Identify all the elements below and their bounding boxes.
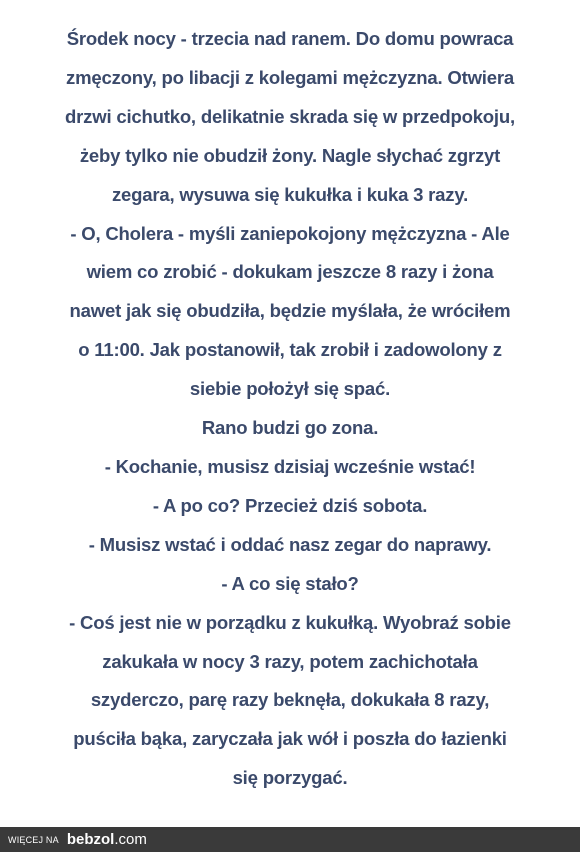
joke-line: wiem co zrobić - dokukam jeszcze 8 razy i żona xyxy=(86,261,494,283)
footer-more-label: WIĘCEJ NA xyxy=(8,834,59,845)
joke-line: się porzygać. xyxy=(232,767,348,789)
joke-line: - A co się stało? xyxy=(221,572,359,594)
joke-line: siebie położył się spać. xyxy=(189,378,391,400)
joke-line: - Coś jest nie w porządku z kukułką. Wyobraź sobie xyxy=(69,611,511,633)
joke-line: - Kochanie, musisz dzisiaj wcześnie wstać! xyxy=(104,455,476,477)
joke-line: puściła bąka, zaryczała jak wół i poszła do łazienki xyxy=(73,728,507,750)
joke-line: zmęczony, po libacji z kolegami mężczyzna. Otwiera xyxy=(66,66,514,88)
joke-line: zegara, wysuwa się kukułka i kuka 3 razy. xyxy=(111,183,469,205)
joke-line: o 11:00. Jak postanowił, tak zrobił i zadowolony z xyxy=(78,339,502,361)
joke-line: Środek nocy - trzecia nad ranem. Do domu powraca xyxy=(66,28,514,49)
joke-text xyxy=(0,20,580,798)
site-logo-name: bebzol xyxy=(66,831,115,848)
joke-line: - O, Cholera - myśli zaniepokojony mężczyzna - Ale xyxy=(70,222,510,244)
joke-line: zakukała w nocy 3 razy, potem zachichotała xyxy=(102,650,478,672)
joke-line: - A po co? Przecież dziś sobota. xyxy=(152,494,428,516)
joke-line: - Musisz wstać i oddać nasz zegar do naprawy. xyxy=(88,533,492,555)
footer-bar xyxy=(0,827,580,852)
joke-line: nawet jak się obudziła, będzie myślała, że wróciłem xyxy=(69,300,511,322)
site-logo-link[interactable] xyxy=(67,831,147,848)
joke-line: żeby tylko nie obudził żony. Nagle słychać zgrzyt xyxy=(79,144,501,166)
joke-line: szyderczo, parę razy beknęła, dokukała 8 razy, xyxy=(90,689,490,711)
site-logo-domain: .com xyxy=(114,831,147,848)
joke-line: drzwi cichutko, delikatnie skrada się w przedpokoju, xyxy=(65,105,515,127)
joke-line: Rano budzi go zona. xyxy=(201,417,379,439)
